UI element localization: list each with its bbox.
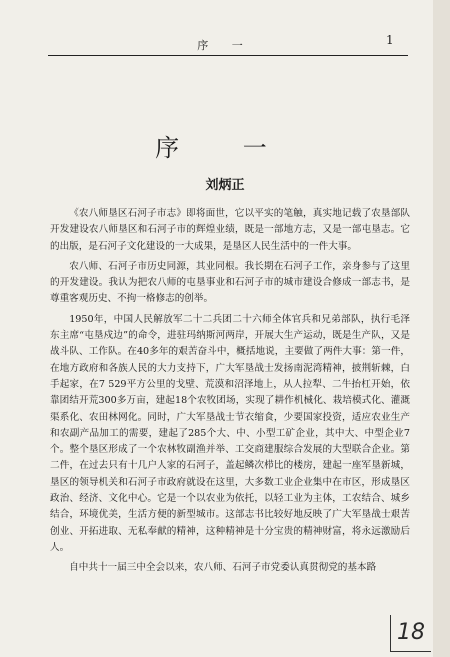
page-title: 序 一 (155, 134, 295, 162)
body-text (50, 206, 410, 577)
paragraph: 自中共十一届三中全会以来，农八师、石河子市党委认真贯彻党的基本路 (69, 562, 377, 574)
paragraph: 农八师、石河子市历史同源，其业同根。我长期在石河子工作，亲身参与了这里的开发建设。我认为把农八师的屯垦事业和石河子市的城市建设合修成一部志书，是尊重客观历史、不拘一格修志的创举。 (50, 260, 410, 305)
running-header-title: 序 一 (197, 39, 253, 52)
handwritten-page-mark: 18 (397, 620, 425, 645)
page-edge-shadow (433, 0, 450, 657)
author-name: 刘炳正 (205, 178, 245, 193)
paragraph: 1950年，中国人民解放军二十二兵团二十六师全体官兵和兄弟部队，执行毛泽东主席“屯垦戍边”的命令，进驻玛纳斯河两岸，开展大生产运动，既是生产队，又是战斗队、工作队。在40多年的艰苦奋斗中，概括地说，主要做了两件大事：第一件，在地方政府和各族人民的大力支持下，广大军垦战士发扬南泥湾精神，披荆斩棘，白手起家，在7 529平方公里的戈壁、荒漠和沼泽地上，从人拉犁、二牛抬杠开始，依靠团结开荒300多万亩，建起18个农牧团场，实现了耕作机械化、栽培模式化、灌溉渠系化、农田林网化。同时，广大军垦战士节衣缩食，少要国家投资，适应农业生产和农副产品加工的需要，建起了285个大、中、小型工矿企业，其中大、中型企业7个。整个垦区形成了一个农林牧副渔并举、工交商建服综合发展的大型联合企业。第二件，在过去只有十几户人家的石河子，盖起鳞次栉比的楼房，建起一座军垦新城，垦区的领导机关和石河子市政府就设在这里，大多数工业企业集中在市区，形成垦区政治、经济、文化中心。它是一个以农业为依托，以轻工业为主体，工农结合、城乡结合，环境优美，生活方便的新型城市。这部志书比较好地反映了广大军垦战士艰苦创业、开拓进取、无私奉献的精神，这种精神是十分宝贵的精神财富，将永远激励后人。 (50, 313, 410, 553)
header-rule (48, 55, 408, 56)
paragraph: 《农八师垦区石河子市志》即将面世，它以平实的笔触，真实地记载了农垦部队开发建设农八师垦区和石河子市的辉煌业绩，既是一部地方志，又是一部屯垦志。它的出版，是石河子文化建设的一大成果，是垦区人民生活中的一件大事。 (50, 208, 410, 252)
page-number: 1 (386, 33, 394, 47)
